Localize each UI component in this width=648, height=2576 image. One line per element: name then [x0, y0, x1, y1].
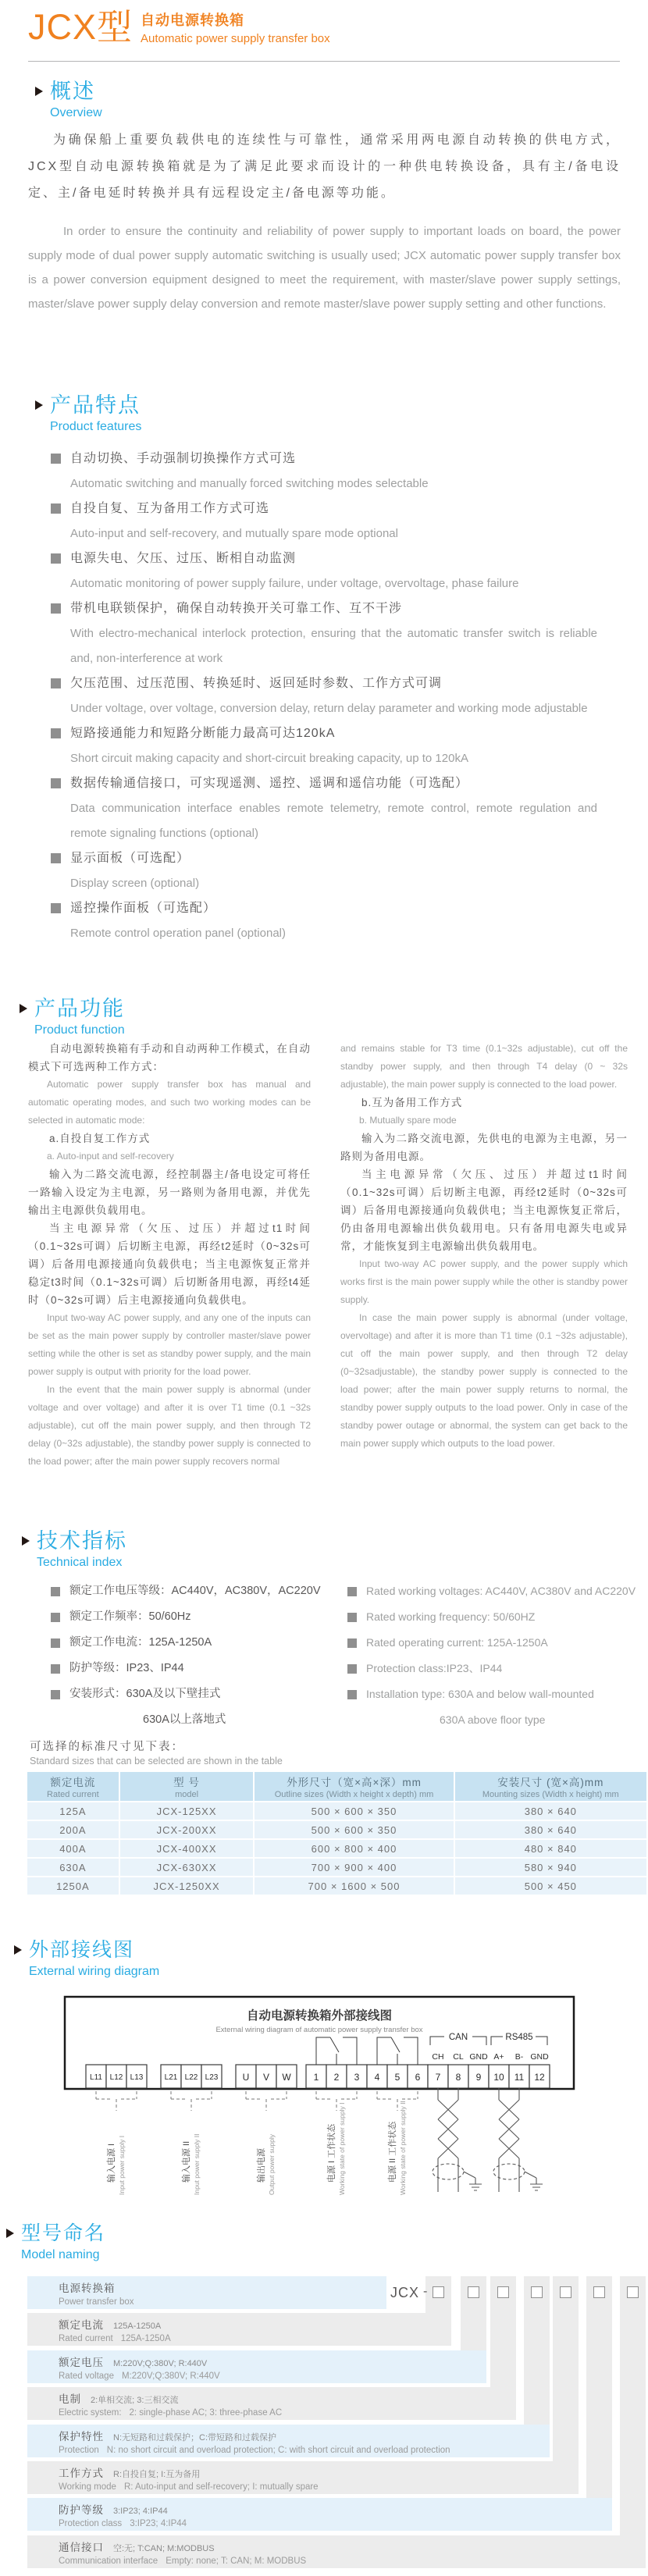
- svg-text:L23: L23: [205, 2073, 219, 2082]
- table-header-row: [27, 1772, 646, 1801]
- svg-text:GND: GND: [530, 2052, 549, 2062]
- triangle-bullet-icon: [35, 87, 43, 96]
- feature-zh: 遥控操作面板（可选配）: [51, 896, 609, 921]
- svg-text:Working state of power supply: Working state of power supply I: [338, 2102, 346, 2195]
- paragraph: a.自投自复工作方式: [49, 1133, 151, 1144]
- svg-text:电源 II 工作状态: 电源 II 工作状态: [388, 2121, 397, 2183]
- naming-row: 额定电压 M:220V;Q:380V; R:440V Rated voltage M:220V;Q:380V; R:440V: [27, 2350, 486, 2383]
- feature-en: Display screen (optional): [70, 877, 200, 890]
- feature-zh: 电源失电、欠压、过压、断相自动监测: [51, 546, 609, 571]
- feature-zh: 数据传输通信接口，可实现遥测、遥控、遥调和遥信功能（可选配）: [51, 771, 609, 796]
- svg-text:10: 10: [493, 2072, 504, 2083]
- spec-item: 安装形式：630A及以下壁挂式: [51, 1681, 347, 1707]
- feature-en: Automatic switching and manually forced switching modes selectable: [70, 477, 429, 490]
- triangle-bullet-icon: [20, 1004, 27, 1013]
- model-code-box: [433, 2286, 444, 2298]
- table-row: 400A JCX-400XX 600 × 800 × 400 480 × 840: [27, 1840, 646, 1857]
- paragraph: b.互为备用工作方式: [361, 1097, 463, 1108]
- tech-specs-zh: [51, 1578, 347, 1733]
- col-outline-sizes: 外形尺寸（宽×高×深）mm Outline sizes (Width x height x depth) mm: [255, 1772, 453, 1801]
- paragraph: 当主电源异常（欠压、过压）并超过t1时间（0.1~32s可调）后切断主电源，再经t2延时（0~32s可调）后备用电源接通向负载供电；当主电源恢复正常并稳定t3时间（0.1~32s可调）后切断备用电源，再经t4延时（0~32s可调）后主电源接通向负载供电。: [28, 1222, 311, 1306]
- triangle-bullet-icon: [35, 400, 43, 410]
- feature-item: [51, 846, 609, 896]
- brand-header: [28, 5, 330, 50]
- feature-item: [51, 496, 609, 546]
- svg-text:CL: CL: [453, 2052, 464, 2062]
- feature-en: Under voltage, over voltage, conversion delay, return delay parameter and working mode adjustable: [70, 702, 588, 715]
- paragraph: and remains stable for T3 time (0.1~32s adjustable), cut off the standby power supply, and then through T4 delay (0 ~ 32s adjustable), the main power supply is connected to the load power.: [340, 1043, 628, 1090]
- spec-item: Protection class:IP23、IP44: [347, 1656, 640, 1681]
- spec-item: 额定工作频率：50/60Hz: [51, 1604, 347, 1630]
- section-wiring-heading: [14, 1937, 159, 1979]
- paragraph: 当主电源异常（欠压、过压）并超过t1时间（0.1~32s可调）后切断主电源，再经t2延时（0~32s可调）后备用电源接通向负载供电；当主电源恢复正常后，仍由备用电源输出供负载用电。只有备用电源失电或异常，才能恢复到主电源输出供负载用电。: [340, 1169, 628, 1252]
- paragraph: 输入为二路交流电源，经控制器主/备电设定可将任一路输入设定为主电源，另一路则为备用电源，并优先输出主电源供负载用电。: [28, 1169, 311, 1216]
- svg-text:输出电源: 输出电源: [257, 2148, 266, 2183]
- group-brackets: [96, 2091, 418, 2111]
- function-right-column: [340, 1040, 628, 1453]
- feature-item: [51, 771, 609, 846]
- feature-zh: 显示面板（可选配）: [51, 846, 609, 871]
- feature-item: [51, 447, 609, 496]
- table-row: 1250A JCX-1250XX 700 × 1600 × 500 500 × 450: [27, 1877, 646, 1895]
- feature-en: With electro-mechanical interlock protection, ensuring that the automatic transfer switch is reliable and, non-interference at work: [70, 627, 597, 665]
- svg-text:GND: GND: [469, 2052, 488, 2062]
- naming-column-strip: [553, 2276, 579, 2461]
- svg-text:Input power supply II: Input power supply II: [193, 2133, 201, 2195]
- svg-text:B-: B-: [514, 2052, 524, 2062]
- svg-text:输入电源 II: 输入电源 II: [182, 2140, 191, 2183]
- paragraph: Input two-way AC power supply, and any one of the inputs can be set as the main power supply by controller master/slave power setting while the other is set as standby power supply, and the main power supply is output with priority for the load power.: [28, 1312, 311, 1377]
- paragraph: Automatic power supply transfer box has manual and automatic operating modes, and such two working modes can be selected in automatic mode:: [28, 1079, 311, 1126]
- feature-item: [51, 896, 609, 946]
- svg-text:V: V: [262, 2072, 270, 2083]
- svg-text:9: 9: [475, 2072, 482, 2083]
- svg-text:12: 12: [534, 2072, 545, 2083]
- product-title-en: Automatic power supply transfer box: [141, 32, 330, 45]
- spec-item-continued: 630A above floor type: [440, 1713, 546, 1726]
- product-title-zh: 自动电源转换箱: [141, 12, 245, 28]
- triangle-bullet-icon: [22, 1536, 30, 1546]
- svg-text:L13: L13: [130, 2073, 144, 2082]
- terminal-labels: [90, 2072, 545, 2083]
- overview-paragraph-zh: 为确保船上重要负载供电的连续性与可靠性，通常采用两电源自动转换的供电方式，JCX型自动电源转换箱就是为了满足此要求而设计的一种供电转换设备，具有主/备电设定、主/备电延时转换并具有远程设定主/备电源等功能。: [28, 133, 621, 200]
- naming-row: 工作方式 R:自投自复; I:互为备用 Working mode R: Auto-input and self-recovery; I: mutually spare: [27, 2461, 579, 2494]
- naming-row: 额定电流 125A-1250A Rated current 125A-1250A: [27, 2313, 451, 2346]
- size-note-en: Standard sizes that can be selected are shown in the table: [30, 1756, 283, 1767]
- svg-text:A+: A+: [493, 2052, 504, 2062]
- header-divider: [28, 61, 620, 62]
- svg-text:Working state of power supply: Working state of power supply II: [399, 2101, 407, 2195]
- svg-text:11: 11: [514, 2072, 525, 2083]
- rs485-bus-label: RS485: [505, 2033, 533, 2042]
- model-code-box: [468, 2286, 479, 2298]
- svg-text:CH: CH: [432, 2052, 444, 2062]
- feature-en: Remote control operation panel (optional): [70, 927, 286, 940]
- naming-column-strip: [620, 2276, 646, 2535]
- svg-text:6: 6: [415, 2072, 421, 2083]
- model-code-box: [593, 2286, 605, 2298]
- function-heading-zh: 产品功能: [34, 997, 125, 1020]
- naming-row: 防护等级 3:IP23; 4:IP44 Protection class 3:IP23; 4:IP44: [27, 2498, 612, 2531]
- twisted-pair-can: [433, 2088, 482, 2192]
- naming-column-strip: [524, 2276, 550, 2425]
- paragraph: 输入为二路交流电源，先供电的电源为主电源，另一路则为备用电源。: [340, 1133, 628, 1162]
- feature-zh: 自投自复、互为备用工作方式可选: [51, 496, 609, 521]
- function-left-column: [28, 1040, 311, 1471]
- spec-item-continued: 630A以上落地式: [143, 1713, 226, 1726]
- diagram-title-zh: 自动电源转换箱外部接线图: [246, 2009, 393, 2023]
- overview-paragraph-en: In order to ensure the continuity and reliability of power supply to important loads on board, the power supply mode of dual power supply automatic switching is usually used; JCX automatic power supply transfer box is a power conversion equipment designed to meet the requirement, with master/slave power supply settings, master/slave power supply delay conversion and remote master/slave power supply setting and other functions.: [28, 225, 621, 311]
- naming-heading-zh: 型号命名: [21, 2222, 106, 2244]
- naming-column-strip: [586, 2276, 612, 2498]
- paragraph: 自动电源转换箱有手动和自动两种工作模式，在自动模式下可选两种工作方式：: [28, 1043, 311, 1073]
- feature-en: Auto-input and self-recovery, and mutually spare mode optional: [70, 527, 398, 540]
- feature-item: [51, 721, 609, 771]
- paragraph: b. Mutually spare mode: [359, 1115, 457, 1126]
- feature-en: Automatic monitoring of power supply failure, under voltage, overvoltage, phase failure: [70, 577, 519, 590]
- overview-heading-zh: 概述: [50, 80, 95, 103]
- feature-list: [51, 447, 609, 946]
- table-row: 630A JCX-630XX 700 × 900 × 400 580 × 940: [27, 1859, 646, 1876]
- svg-text:W: W: [282, 2072, 291, 2083]
- section-function-heading: [20, 996, 125, 1037]
- feature-en: Data communication interface enables remote telemetry, remote control, remote regulation and remote signaling functions (optional): [70, 802, 597, 840]
- features-heading-en: Product features: [50, 420, 142, 433]
- col-model: 型 号 model: [120, 1772, 254, 1801]
- diagram-title-en: External wiring diagram of automatic power supply transfer box: [215, 2026, 423, 2034]
- model-code-box: [627, 2286, 639, 2298]
- model-code-box: [497, 2286, 509, 2298]
- feature-item: [51, 596, 609, 671]
- signal-labels: [432, 2052, 549, 2062]
- wiring-heading-en: External wiring diagram: [29, 1965, 160, 1978]
- wiring-diagram: [27, 1991, 621, 2225]
- feature-zh: 自动切换、手动强制切换操作方式可选: [51, 447, 609, 471]
- can-bus-label: CAN: [448, 2033, 468, 2042]
- section-features-heading: [35, 393, 141, 434]
- group-captions: [105, 2101, 407, 2195]
- model-code-box: [560, 2286, 571, 2298]
- svg-text:7: 7: [435, 2072, 441, 2083]
- svg-text:4: 4: [374, 2072, 380, 2083]
- section-overview-heading: [35, 79, 102, 120]
- model-dash: -: [423, 2285, 428, 2298]
- naming-row: 电源转换箱 Power transfer box: [27, 2276, 386, 2309]
- feature-item: [51, 671, 609, 721]
- function-heading-en: Product function: [34, 1023, 125, 1037]
- spec-item: Rated operating current: 125A-1250A: [347, 1630, 640, 1656]
- svg-text:输入电源 I: 输入电源 I: [107, 2143, 116, 2183]
- naming-row: 通信接口 空:无; T:CAN; M:MODBUS Communication interface Empty: none; T: CAN; M: MODBUS: [27, 2535, 646, 2568]
- model-prefix: JCX: [390, 2285, 420, 2300]
- table-row: 125A JCX-125XX 500 × 600 × 350 380 × 640: [27, 1802, 646, 1820]
- feature-en: Short circuit making capacity and short-circuit breaking capacity, up to 120kA: [70, 752, 468, 765]
- spec-item: Installation type: 630A and below wall-mounted: [347, 1681, 640, 1707]
- feature-zh: 欠压范围、过压范围、转换延时、返回延时参数、工作方式可调: [51, 671, 609, 696]
- svg-text:2: 2: [333, 2072, 340, 2083]
- standard-sizes-table: [26, 1770, 648, 1896]
- paragraph: In case the main power supply is abnormal (under voltage, overvoltage) and after it is more than T1 time (0.1 ~32s adjustable), cut off the main power supply, and then through T2 delay (0~32sadjustable), the standby power supply is connected to the load power; after the main power supply returns to normal, the standby power supply outputs to the load power. Only in case of the standby power outage or abnormal, the system can get back to the main power supply which outputs to the load power.: [340, 1312, 628, 1449]
- tech-heading-zh: 技术指标: [37, 1529, 127, 1553]
- size-note-zh: 可选择的标准尺寸见下表：: [30, 1741, 184, 1753]
- triangle-bullet-icon: [6, 2229, 14, 2238]
- feature-zh: 短路接通能力和短路分断能力最高可达120kA: [51, 721, 609, 746]
- section-naming-heading: [6, 2221, 105, 2262]
- overview-heading-en: Overview: [50, 106, 102, 119]
- svg-text:L12: L12: [109, 2073, 123, 2082]
- feature-zh: 带机电联锁保护，确保自动转换开关可靠工作、互不干涉: [51, 596, 609, 621]
- tech-specs-en: [347, 1578, 640, 1733]
- spec-item: Rated working frequency: 50/60HZ: [347, 1604, 640, 1630]
- svg-text:8: 8: [455, 2072, 461, 2083]
- svg-text:U: U: [242, 2072, 250, 2083]
- svg-text:3: 3: [354, 2072, 360, 2083]
- switch-contact-icon: [316, 2037, 418, 2065]
- svg-text:1: 1: [313, 2072, 319, 2083]
- svg-text:L21: L21: [164, 2073, 178, 2082]
- spec-item: 额定工作电流：125A-1250A: [51, 1630, 347, 1656]
- naming-row: 电制 2:单相交流; 3:三相交流 Electric system: 2: single-phase AC; 3: three-phase AC: [27, 2387, 516, 2420]
- col-mounting-sizes: 安装尺寸 (宽×高)mm Mounting sizes (Width x height) mm: [455, 1772, 646, 1801]
- brand-subtitle: [141, 9, 330, 45]
- col-rated-current: 额定电流 Rated current: [27, 1772, 119, 1801]
- spec-item: 额定工作电压等级：AC440V，AC380V，AC220V: [51, 1578, 347, 1604]
- spec-item: 防护等级：IP23、IP44: [51, 1656, 347, 1681]
- section-tech-heading: [22, 1528, 127, 1570]
- naming-row: 保护特性 N:无短路和过载保护；C:带短路和过载保护 Protection N: no short circuit and overload protection; C: with short circuit and overload protection: [27, 2425, 550, 2457]
- feature-item: [51, 546, 609, 596]
- table-row: 200A JCX-200XX 500 × 600 × 350 380 × 640: [27, 1821, 646, 1838]
- paragraph: Input two-way AC power supply, and the power supply which works first is the main power supply while the other is standby power supply.: [340, 1258, 628, 1305]
- paragraph: In the event that the main power supply is abnormal (under voltage and over voltage) and after it is over T1 time (0.1 ~32s adjustable), cut off the main power supply, and then through T2 delay (0~32s adjustable), the standby power supply is connected to the load power; after the main power supply recovers normal: [28, 1384, 311, 1467]
- svg-text:Input power supply I: Input power supply I: [118, 2135, 126, 2195]
- naming-heading-en: Model naming: [21, 2248, 100, 2261]
- paragraph: a. Auto-input and self-recovery: [47, 1151, 174, 1162]
- features-heading-zh: 产品特点: [50, 393, 141, 417]
- svg-text:5: 5: [394, 2072, 401, 2083]
- svg-text:L11: L11: [90, 2073, 102, 2082]
- twisted-pair-rs485: [493, 2088, 543, 2192]
- tech-heading-en: Technical index: [37, 1556, 123, 1569]
- product-model-title: JCX型: [28, 7, 134, 47]
- svg-text:Output power supply: Output power supply: [268, 2134, 276, 2195]
- svg-text:电源 I 工作状态: 电源 I 工作状态: [327, 2123, 336, 2183]
- model-code-box: [531, 2286, 543, 2298]
- triangle-bullet-icon: [14, 1945, 22, 1955]
- svg-text:L22: L22: [184, 2073, 198, 2082]
- spec-item: Rated working voltages: AC440V, AC380V and AC220V: [347, 1578, 640, 1604]
- wiring-heading-zh: 外部接线图: [29, 1939, 135, 1961]
